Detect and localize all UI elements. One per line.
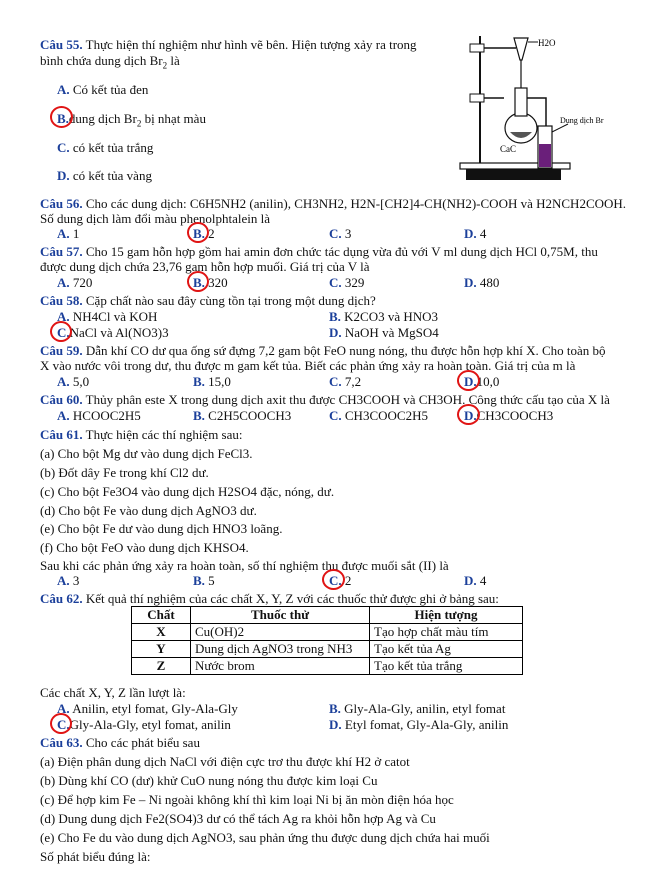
q63-item-c: (c) Để hợp kim Fe – Ni ngoài không khí thì kim loại Ni bị ăn mòn điện hóa học — [40, 792, 454, 807]
q56-line1: Câu 56. Cho các dung dịch: C6H5NH2 (anilin), CH3NH2, H2N-[CH2]4-CH(NH2)-COOH và H2NCH2COOH. — [40, 196, 627, 211]
apparatus-figure — [456, 28, 621, 192]
q56-option-d[interactable]: D. 4 — [464, 226, 487, 241]
q55-text2a: bình chứa dung dịch Br — [40, 53, 163, 68]
q62-option-d[interactable]: D. Etyl fomat, Gly-Ala-Gly, anilin — [329, 717, 509, 732]
q61-answer-circle — [322, 569, 345, 590]
q63-line2: Số phát biểu đúng là: — [40, 849, 151, 864]
q63-item-a: (a) Điện phân dung dịch NaCl với điện cực trơ thu được khí H2 ở catot — [40, 754, 410, 769]
q60-line1: Câu 60. Thủy phân este X trong dung dịch axit thu được CH3COOH và CH3OH. Công thức cấu tạo của X là — [40, 392, 610, 407]
q57-line1: Câu 57. Cho 15 gam hỗn hợp gồm hai amin đơn chức tác dụng vừa đủ với V ml dung dịch HCl 0,75M, thu — [40, 244, 598, 259]
q55-option-d[interactable]: D. có kết tủa vàng — [57, 168, 152, 183]
q61-item-c: (c) Cho bột Fe3O4 vào dung dịch H2SO4 đặc, nóng, dư. — [40, 484, 335, 499]
q62-option-b[interactable]: B. Gly-Ala-Gly, anilin, etyl fomat — [329, 701, 506, 716]
q56-option-a[interactable]: A. 1 — [57, 226, 80, 241]
table-header-row — [132, 607, 523, 624]
br2-label: Dung dịch Br — [560, 116, 604, 125]
q58-line1: Câu 58. Cặp chất nào sau đây cùng tồn tại trong một dung dịch? — [40, 293, 376, 308]
cac2-label: CaC — [500, 144, 517, 154]
q63-item-d: (d) Dung dung dịch Fe2(SO4)3 dư có thể tách Ag ra khỏi hỗn hợp Ag và Cu — [40, 811, 436, 826]
q63-item-e: (e) Cho Fe du vào dung dịch AgNO3, sau phản ứng thu được dung dịch chứa hai muối — [40, 830, 490, 845]
flask — [505, 113, 537, 143]
table-row: Y Dung dịch AgNO3 trong NH3 Tạo kết tủa Ag — [132, 641, 523, 658]
q62-answer-circle — [50, 713, 72, 734]
q60-option-d[interactable]: D.CH3COOCH3 — [464, 408, 554, 423]
q56-answer-circle — [187, 222, 209, 243]
q55-text1: Thực hiện thí nghiệm như hình vẽ bên. Hiện tượng xảy ra trong — [85, 37, 417, 52]
q59-line2: X vào nước vôi trong dư, thu được m gam kết tủa. Biết các phản ứng xảy ra hoàn toàn. Giá trị của m là — [40, 358, 576, 373]
h2o-label: H2O — [538, 38, 556, 48]
q61-item-b: (b) Đốt dây Fe trong khí Cl2 dư. — [40, 465, 209, 480]
q60-option-a[interactable]: A. HCOOC2H5 — [57, 408, 141, 423]
q63-line1: Câu 63. Cho các phát biểu sau — [40, 735, 200, 750]
q56-option-b[interactable]: B. 2 — [193, 226, 215, 241]
q58-option-c[interactable]: C.NaCl và Al(NO3)3 — [57, 325, 169, 340]
header-chat: Chất — [132, 607, 191, 624]
q62-line1: Câu 62. Kết quả thí nghiệm của các chất X, Y, Z với các thuốc thử được ghi ở bảng sau: — [40, 591, 499, 606]
q55-text2b: là — [167, 53, 180, 68]
q61-item-d: (d) Cho bột Fe vào dung dịch AgNO3 dư. — [40, 503, 257, 518]
dropping-funnel — [514, 38, 528, 60]
q61-line2: Sau khi các phản ứng xảy ra hoàn toàn, số thí nghiệm thu được muối sắt (II) là — [40, 558, 449, 573]
q58-option-d[interactable]: D. NaOH và MgSO4 — [329, 325, 439, 340]
q59-option-a[interactable]: A. 5,0 — [57, 374, 90, 389]
q61-item-e: (e) Cho bột Fe dư vào dung dịch HNO3 loãng. — [40, 521, 283, 536]
q59-option-b[interactable]: B. 15,0 — [193, 374, 231, 389]
q56-option-c[interactable]: C. 3 — [329, 226, 352, 241]
q58-answer-circle — [50, 321, 72, 342]
q55-line2: bình chứa dung dịch $Br_2$ là — [40, 53, 180, 71]
q59-option-d[interactable]: D.10,0 — [464, 374, 500, 389]
table-row: Z Nước brom Tạo kết tủa trắng — [132, 658, 523, 675]
q62-table — [131, 606, 523, 675]
q62-line2: Các chất X, Y, Z lần lượt là: — [40, 685, 186, 700]
q58-option-b[interactable]: B. K2CO3 và HNO3 — [329, 309, 439, 324]
q55-option-c[interactable]: C. có kết tủa trắng — [57, 140, 154, 155]
q61-option-d[interactable]: D. 4 — [464, 573, 487, 588]
q57-option-b[interactable]: B. 320 — [193, 275, 228, 290]
q61-item-f: (f) Cho bột FeO vào dung dịch KHSO4. — [40, 540, 249, 555]
q55-option-b[interactable]: B.dung dịch $Br_2$ bị nhạt màu — [57, 111, 206, 129]
q55-number: Câu 55. — [40, 37, 83, 52]
q57-answer-circle — [187, 271, 209, 292]
q63-item-b: (b) Dùng khí CO (dư) khử CuO nung nóng thu được kim loại Cu — [40, 773, 378, 788]
q61-item-a: (a) Cho bột Mg dư vào dung dịch FeCl3. — [40, 446, 253, 461]
q62-option-c[interactable]: C.Gly-Ala-Gly, etyl fomat, anilin — [57, 717, 231, 732]
table-row: X Cu(OH)2 Tạo hợp chất màu tím — [132, 624, 523, 641]
q61-option-c[interactable]: C. 2 — [329, 573, 352, 588]
q56-line2: Số dung dịch làm đổi màu phenolphtalein là — [40, 211, 270, 226]
q60-option-b[interactable]: B. C2H5COOCH3 — [193, 408, 292, 423]
q61-line1: Câu 61. Thực hiện các thí nghiệm sau: — [40, 427, 243, 442]
q57-line2: được dung dịch chứa 23,76 gam hỗn hợp muối. Giá trị của V là — [40, 259, 370, 274]
header-thuoc-thu: Thuốc thử — [191, 607, 370, 624]
q57-option-c[interactable]: C. 329 — [329, 275, 365, 290]
q61-option-a[interactable]: A. 3 — [57, 573, 80, 588]
q59-option-c[interactable]: C. 7,2 — [329, 374, 362, 389]
stand-base — [466, 168, 561, 180]
q60-option-c[interactable]: C. CH3COOC2H5 — [329, 408, 428, 423]
q60-answer-circle — [457, 404, 480, 425]
header-hien-tuong: Hiện tượng — [370, 607, 523, 624]
q62-option-a[interactable]: A. Anilin, etyl fomat, Gly-Ala-Gly — [57, 701, 238, 716]
q55-answer-circle — [50, 106, 73, 128]
q55-option-a[interactable]: A. Có kết tủa đen — [57, 82, 149, 97]
q59-answer-circle — [457, 370, 480, 391]
q58-option-a[interactable]: A. NH4Cl và KOH — [57, 309, 158, 324]
q59-line1: Câu 59. Dẫn khí CO dư qua ống sứ đựng 7,2 gam bột FeO nung nóng, thu được hỗn hợp khí X. Cho toàn bộ — [40, 343, 606, 358]
q57-option-d[interactable]: D. 480 — [464, 275, 500, 290]
q61-option-b[interactable]: B. 5 — [193, 573, 215, 588]
q57-option-a[interactable]: A. 720 — [57, 275, 93, 290]
q55-line1 — [40, 37, 417, 53]
